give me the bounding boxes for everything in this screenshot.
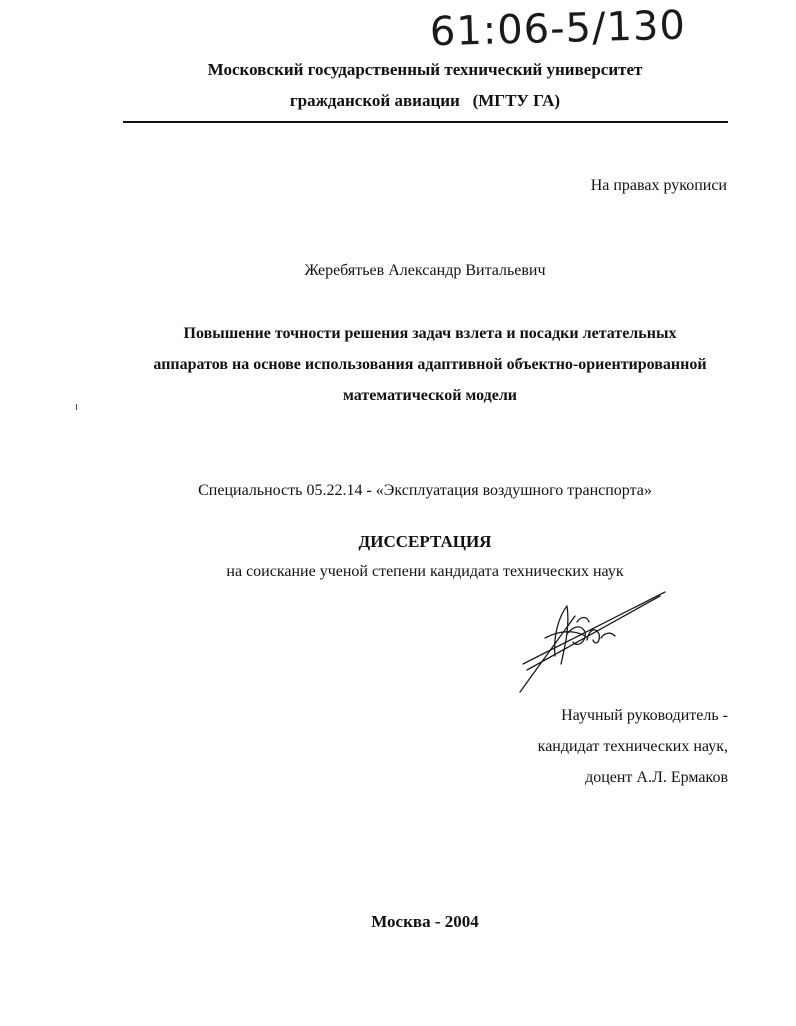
thesis-title-line: аппаратов на основе использования адаптивной объектно-ориентированной xyxy=(153,356,707,373)
thesis-title-line: Повышение точности решения задач взлета и посадки летательных xyxy=(183,325,677,342)
manuscript-rights-note: На правах рукописи xyxy=(590,177,727,194)
thesis-title-line: математической модели xyxy=(342,387,518,404)
handwritten-signature xyxy=(515,586,675,696)
archive-stamp: 61:06-5/130 xyxy=(429,2,687,56)
university-name-line2: гражданской авиации (МГТУ ГА) xyxy=(289,91,561,110)
supervisor-name: доцент А.Л. Ермаков xyxy=(585,769,728,786)
degree-statement: на соискание ученой степени кандидата технических наук xyxy=(226,563,624,580)
supervisor-block xyxy=(538,700,728,793)
supervisor-role: Научный руководитель - xyxy=(561,707,728,724)
document-type: ДИССЕРТАЦИЯ xyxy=(358,532,492,551)
header-divider xyxy=(123,121,728,123)
author-name: Жеребятьев Александр Витальевич xyxy=(304,262,546,279)
supervisor-degree: кандидат технических наук, xyxy=(537,738,728,755)
city-year: Москва - 2004 xyxy=(371,912,479,931)
thesis-title xyxy=(120,318,740,411)
scan-artifact xyxy=(76,404,77,410)
speciality: Специальность 05.22.14 - «Эксплуатация воздушного транспорта» xyxy=(198,482,652,499)
university-name-line1: Московский государственный технический университет xyxy=(207,60,643,79)
